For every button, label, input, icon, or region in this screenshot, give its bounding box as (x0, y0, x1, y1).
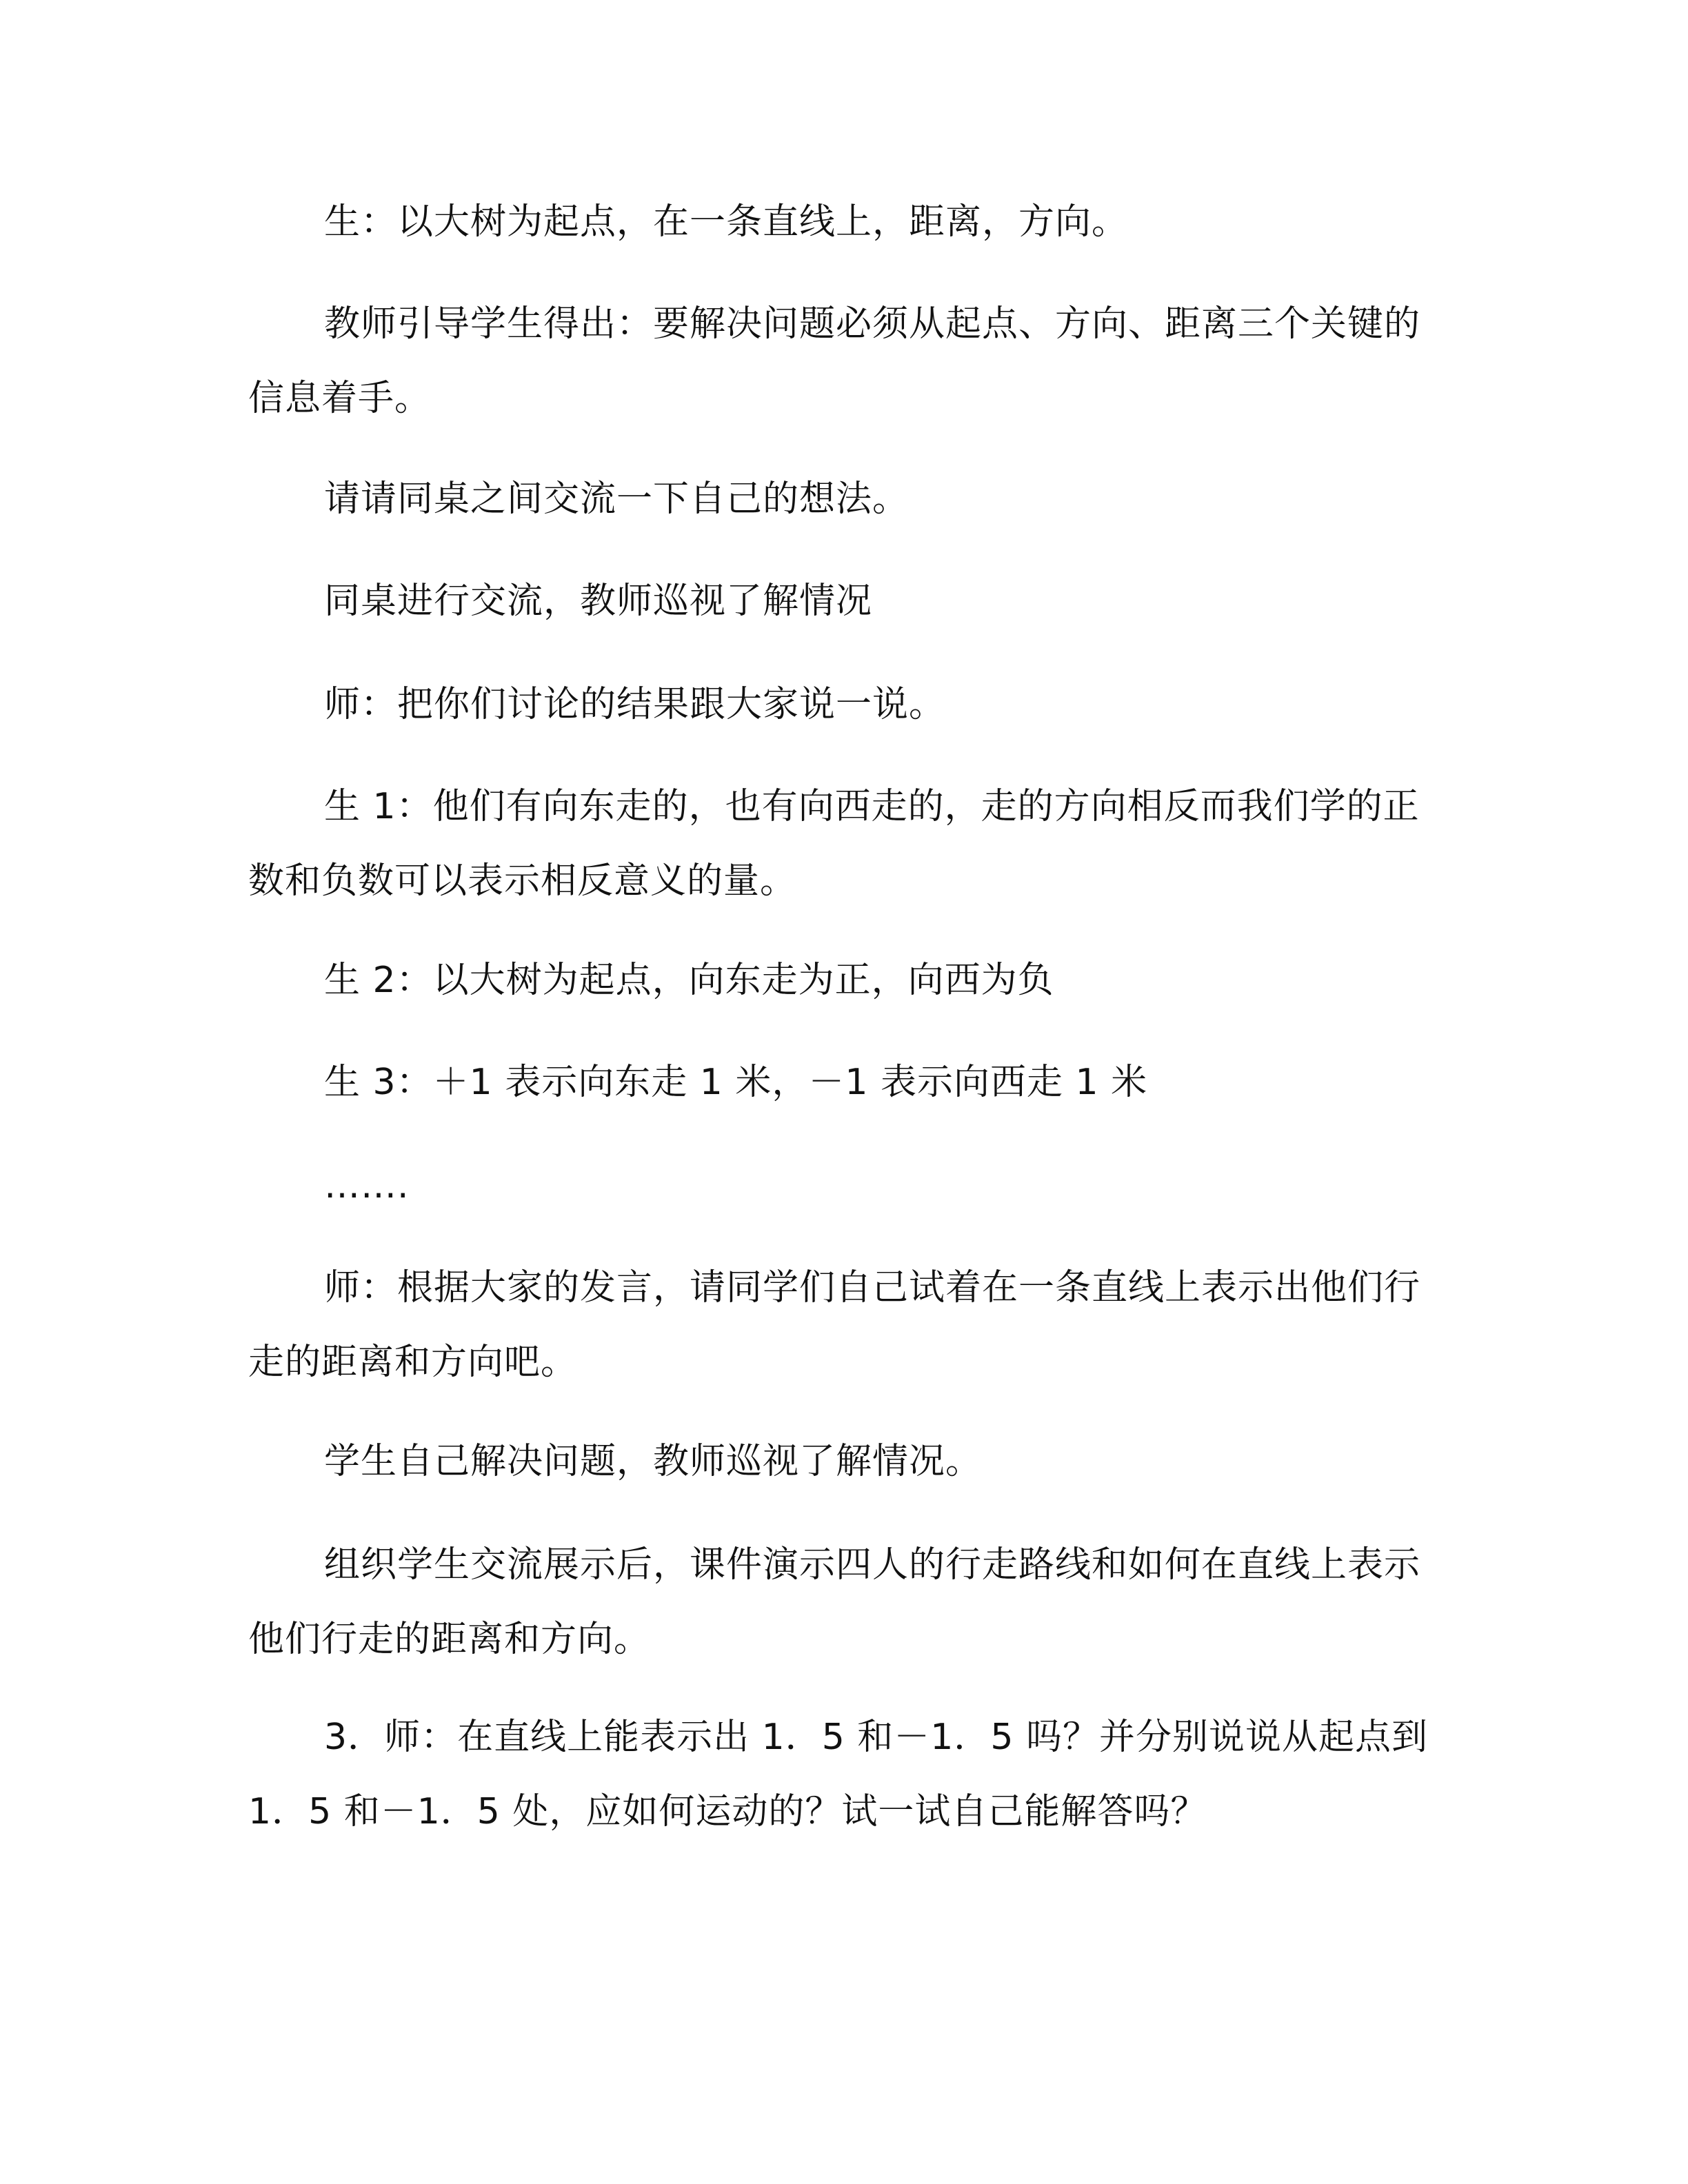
paragraph-teacher-task: 师：根据大家的发言，请同学们自己试着在一条直线上表示出他们行走的距离和方向吧。 (248, 1267, 1421, 1383)
paragraph-desk-exchange: 同桌进行交流，教师巡视了解情况 (324, 580, 873, 622)
paragraph-demo: 组织学生交流展示后，课件演示四人的行走路线和如何在直线上表示他们行走的距离和方向。 (248, 1544, 1421, 1660)
paragraph-question-3: 3．师：在直线上能表示出 1．5 和－1．5 吗？并分别说说从起点到 1．5 和－1．5 处，应如何运动的？试一试自己能解答吗？ (248, 1717, 1429, 1832)
paragraph-student-3: 生 3：＋1 表示向东走 1 米，－1 表示向西走 1 米 (324, 1062, 1148, 1103)
paragraph-student-1: 生 1：他们有向东走的，也有向西走的，走的方向相反而我们学的正数和负数可以表示相反意义的量。 (248, 786, 1420, 902)
paragraph-students-solve: 学生自己解决问题，教师巡视了解情况。 (324, 1441, 983, 1482)
paragraph-teacher-guide: 教师引导学生得出：要解决问题必须从起点、方向、距离三个关键的信息着手。 (248, 303, 1421, 419)
paragraph-student-2: 生 2：以大树为起点，向东走为正，向西为负 (324, 960, 1054, 1001)
paragraph-discuss-prompt: 请请同桌之间交流一下自己的想法。 (324, 478, 910, 520)
paragraph-ellipsis: ……. (324, 1165, 410, 1206)
paragraph-student-answer: 生：以大树为起点，在一条直线上，距离，方向。 (324, 201, 1129, 243)
paragraph-teacher-share: 师：把你们讨论的结果跟大家说一说。 (324, 684, 946, 725)
